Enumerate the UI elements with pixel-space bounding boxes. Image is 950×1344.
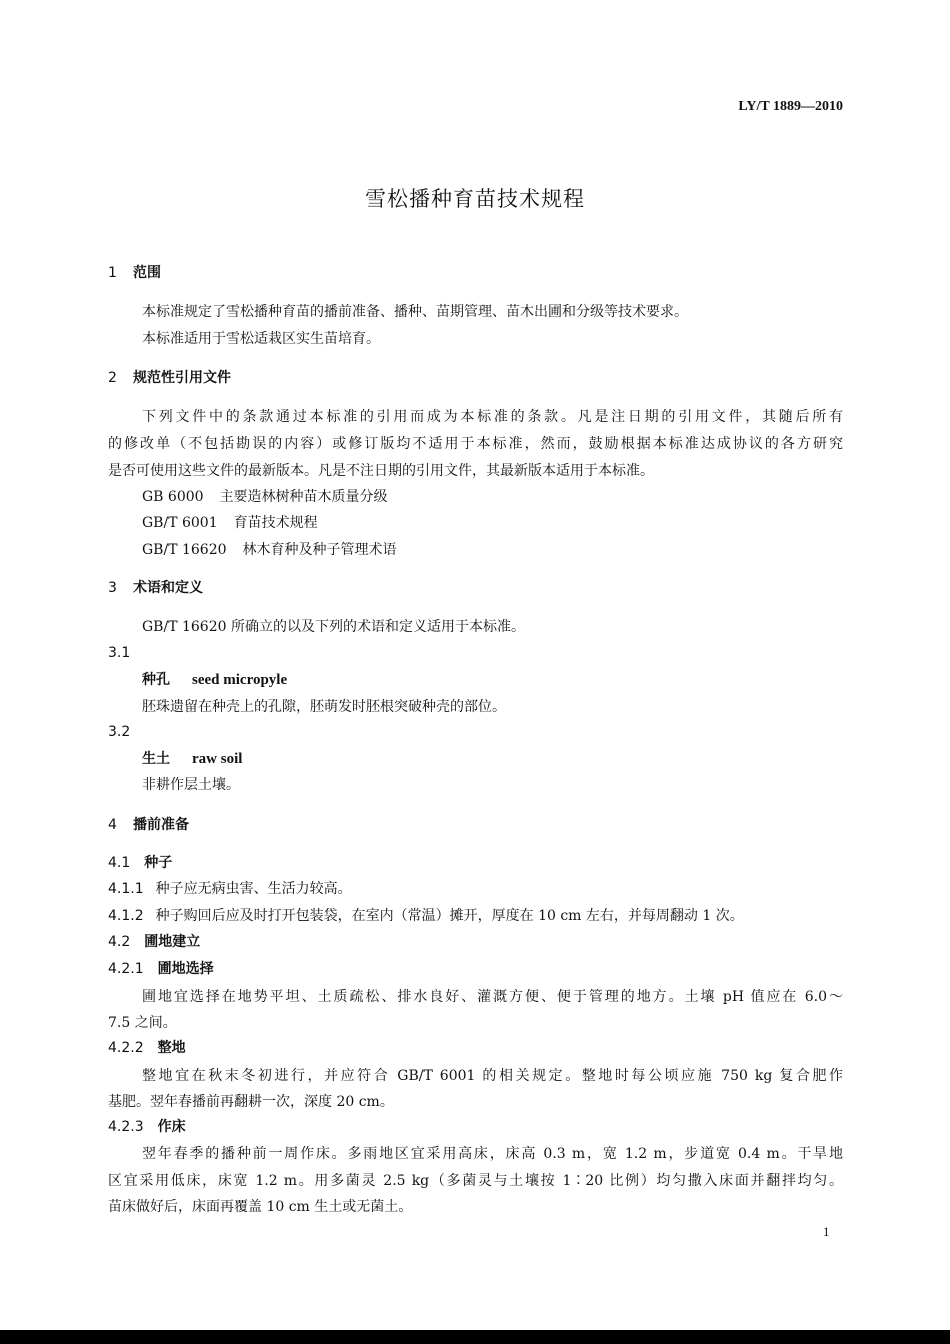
reference-item — [142, 540, 397, 560]
standard-number: LY/T 1889—2010 — [738, 99, 843, 114]
section-title: 术语和定义 — [133, 580, 203, 596]
section-number: 3 — [108, 580, 117, 596]
paragraph-line: 7.5 之间。 — [108, 1015, 177, 1031]
paragraph-line: 基肥。翌年春播前再翻耕一次，深度 20 cm。 — [108, 1094, 394, 1110]
section-number: 1 — [108, 265, 117, 281]
clause-number: 4.2.2 — [108, 1040, 144, 1056]
section-number: 2 — [108, 370, 117, 386]
paragraph-line: 苗床做好后，床面再覆盖 10 cm 生土或无菌土。 — [108, 1199, 413, 1215]
clause-heading — [108, 1117, 186, 1137]
clause-heading — [108, 959, 214, 979]
clause-title: 作床 — [157, 1119, 186, 1135]
scan-border — [0, 1330, 950, 1344]
paragraph: 本标准规定了雪松播种育苗的播前准备、播种、苗期管理、苗木出圃和分级等技术要求。 — [142, 304, 688, 320]
clause-title: 圃地选择 — [157, 961, 214, 977]
reference-item — [142, 487, 388, 507]
term-entry — [142, 749, 242, 769]
term-definition: 胚珠遗留在种壳上的孔隙，胚萌发时胚根突破种壳的部位。 — [142, 699, 506, 715]
section-1-heading — [108, 263, 161, 283]
section-title: 范围 — [133, 265, 161, 281]
clause — [108, 906, 744, 926]
paragraph-line: 下列文件中的条款通过本标准的引用而成为本标准的条款。凡是注日期的引用文件，其随后所有 — [142, 409, 843, 425]
paragraph-line: 整地宜在秋末冬初进行，并应符合 GB/T 6001 的相关规定。整地时每公顷应施 750 kg 复合肥作 — [142, 1068, 843, 1084]
section-number: 4 — [108, 817, 117, 833]
subsection-title: 种子 — [144, 855, 173, 871]
paragraph-line: 是否可使用这些文件的最新版本。凡是不注日期的引用文件，其最新版本适用于本标准。 — [108, 463, 654, 479]
section-4-heading — [108, 815, 189, 835]
term-chinese: 种孔 — [142, 672, 170, 688]
paragraph-line: 翌年春季的播种前一周作床。多雨地区宜采用高床，床高 0.3 m，宽 1.2 m，步道宽 0.4 m。干旱地 — [142, 1146, 843, 1162]
reference-code: GB/T 16620 — [142, 542, 227, 558]
subsection-heading — [108, 853, 172, 873]
document-title: 雪松播种育苗技术规程 — [365, 187, 585, 211]
reference-title: 林木育种及种子管理术语 — [242, 542, 397, 558]
clause-number: 4.2.1 — [108, 961, 144, 977]
term-chinese: 生土 — [142, 751, 170, 767]
clause-text: 种子购回后应及时打开包装袋，在室内（常温）摊开，厚度在 10 cm 左右，并每周翻动 1 次。 — [155, 908, 744, 924]
subsection-title: 圃地建立 — [144, 934, 201, 950]
subsection-heading — [108, 932, 200, 952]
clause-heading — [108, 1038, 186, 1058]
term-definition: 非耕作层土壤。 — [142, 777, 240, 793]
paragraph: 本标准适用于雪松适栽区实生苗培育。 — [142, 331, 380, 347]
term-entry — [142, 670, 287, 690]
section-2-heading — [108, 368, 231, 388]
subsection-number: 4.2 — [108, 934, 131, 950]
paragraph-line: 圃地宜选择在地势平坦、土质疏松、排水良好、灌溉方便、便于管理的地方。土壤 pH 值应在 6.0～ — [142, 989, 843, 1005]
paragraph-line: 区宜采用低床，床宽 1.2 m。用多菌灵 2.5 kg（多菌灵与土壤按 1∶20 比例）均匀撒入床面并翻拌均匀。 — [108, 1173, 843, 1189]
term-number: 3.1 — [108, 645, 131, 661]
term-english: seed micropyle — [192, 672, 288, 688]
section-title: 播前准备 — [133, 817, 189, 833]
clause-title: 整地 — [157, 1040, 186, 1056]
clause — [108, 879, 352, 899]
page-number: 1 — [823, 1224, 830, 1239]
clause-number: 4.1.2 — [108, 908, 144, 924]
reference-title: 育苗技术规程 — [233, 515, 318, 531]
reference-title: 主要造林树种苗木质量分级 — [219, 489, 388, 505]
section-3-heading — [108, 578, 203, 598]
clause-text: 种子应无病虫害、生活力较高。 — [155, 881, 352, 897]
reference-code: GB/T 6001 — [142, 515, 218, 531]
section-title: 规范性引用文件 — [133, 370, 231, 386]
term-english: raw soil — [192, 751, 243, 767]
subsection-number: 4.1 — [108, 855, 131, 871]
reference-code: GB 6000 — [142, 489, 204, 505]
clause-number: 4.2.3 — [108, 1119, 144, 1135]
reference-item — [142, 513, 318, 533]
clause-number: 4.1.1 — [108, 881, 144, 897]
paragraph: GB/T 16620 所确立的以及下列的术语和定义适用于本标准。 — [142, 619, 525, 635]
term-number: 3.2 — [108, 724, 131, 740]
paragraph-line: 的修改单（不包括勘误的内容）或修订版均不适用于本标准，然而，鼓励根据本标准达成协议的各方研究 — [108, 436, 843, 452]
